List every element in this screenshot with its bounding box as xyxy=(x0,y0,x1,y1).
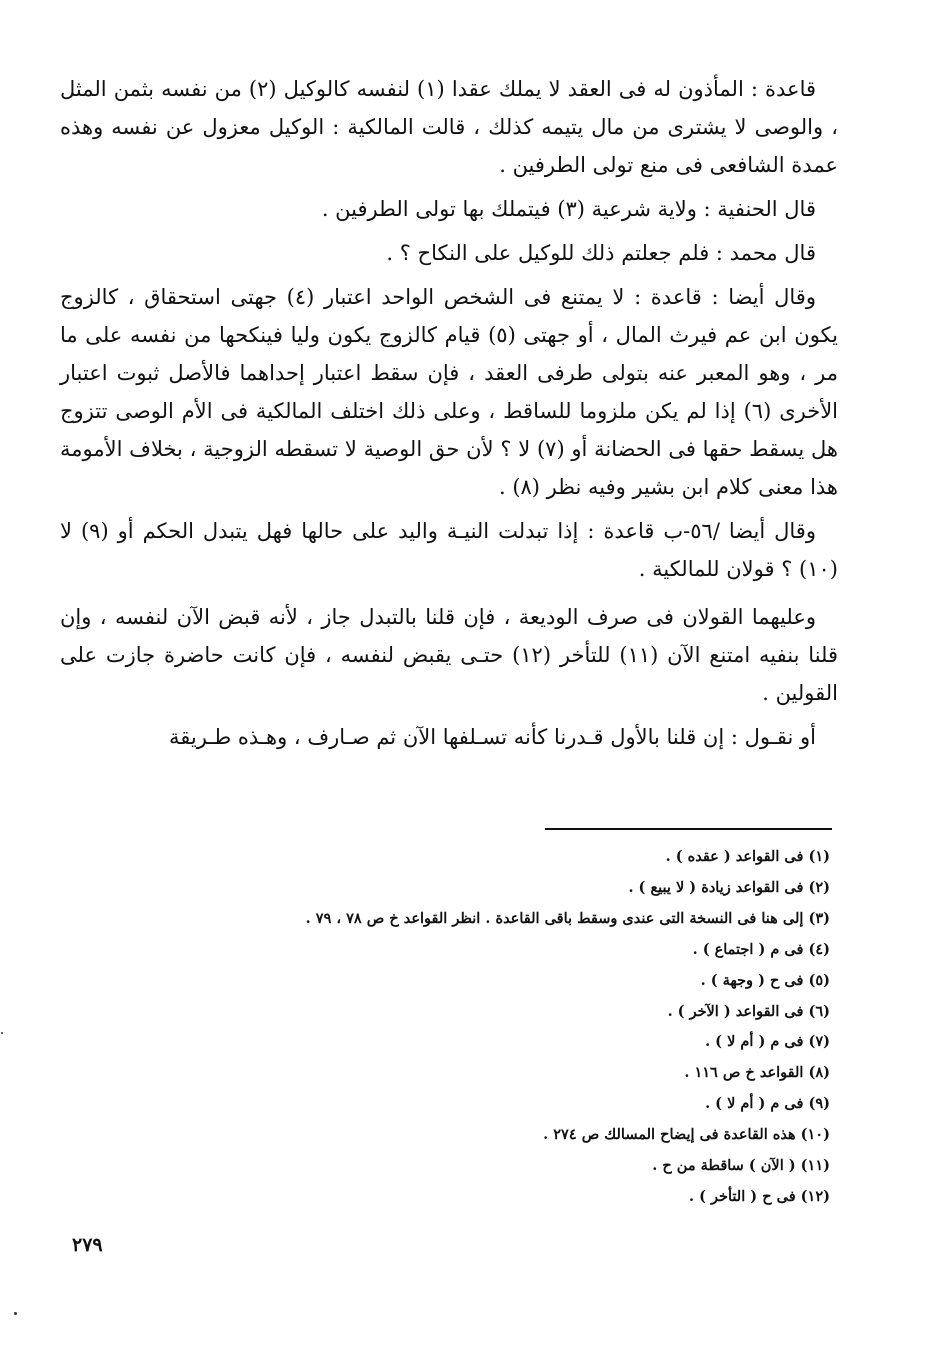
paragraph: أو نقـول : إن قلنا بالأول قـدرنا كأنه تسـلفها الآن ثم صـارف ، وهـذه طـريقة xyxy=(168,725,816,749)
footnote: (١١) ( الآن ) ساقطة من ح . xyxy=(652,1157,830,1175)
footnote: (٦) فى القواعد ( الآخر ) . xyxy=(667,1002,830,1020)
footnotes xyxy=(200,842,830,1213)
main-text xyxy=(60,70,838,756)
footnote: (١) فى القواعد ( عقده ) . xyxy=(665,848,830,865)
footnote: (٧) فى م ( أم لا ) . xyxy=(705,1033,830,1051)
footnote: (٩) فى م ( أم لا ) . xyxy=(705,1095,830,1113)
footnote: (٨) القواعد خ ص ١١٦ . xyxy=(684,1064,830,1082)
paragraph: قال محمد : فلم جعلتم ذلك للوكيل على النكاح ؟ . xyxy=(386,241,816,265)
footnote-separator xyxy=(545,828,832,830)
footnote: (٥) فى ح ( وجهة ) . xyxy=(700,971,830,989)
footnote: (١٠) هذه القاعدة فى إيضاح المسالك ص ٢٧٤ . xyxy=(543,1126,830,1144)
page-number: ٢٧٩ xyxy=(72,1234,103,1256)
footnote: (١٢) فى ح ( التأخر ) . xyxy=(689,1187,830,1205)
paragraph: قال الحنفية : ولاية شرعية (٣) فيتملك بها تولى الطرفين . xyxy=(321,197,816,221)
paragraph: وقال أيضا : قاعدة : لا يمتنع فى الشخص الواحد اعتبار (٤) جهتى استحقاق ، كالزوج يكون ابن عم فيرث المال ، أو جهتى (٥) قيام كالزوج يكون وليا فينكحها من نفسه على ما مر ، وهو المعبر عنه بتولى طرفى العقد ، فإن سقط اعتبار إحداهما فالأصل ثبوت اعتبار الأخرى (٦) إذا لم يكن ملزوما للساقط ، وعلى ذلك اختلف المالكية فى الأم الوصى تتزوج هل يسقط حقها فى الحضانة أو (٧) لا ؟ لأن حق الوصية لا تسقطه الزوجية ، بخلاف الأمومة هذا معنى كلام ابن بشير وفيه نظر (٨) . xyxy=(60,285,839,499)
paragraph: وقال أيضا /٥٦-ب قاعدة : إذا تبدلت النيـة واليد على حالها فهل يتبدل الحكم أو (٩) لا (١٠) ؟ قولان للمالكية . xyxy=(60,519,838,581)
footnote: (٤) فى م ( اجتماع ) . xyxy=(692,940,830,958)
footnote: (٢) فى القواعد زيادة ( لا يبيع ) . xyxy=(628,878,830,896)
footnote: (٣) إلى هنا فى النسخة التى عندى وسقط باقى القاعدة . انظر القواعد خ ص ٧٨ ، ٧٩ . xyxy=(305,909,830,927)
scan-speck xyxy=(1,1032,3,1034)
scan-speck xyxy=(14,1312,17,1315)
paragraph: وعليهما القولان فى صرف الوديعة ، فإن قلنا بالتبدل جاز ، لأنه قبض الآن لنفسه ، وإن قلنا بنفيه امتنع الآن (١١) للتأخر (١٢) حتـى يقبض لنفسه ، فإن كانت حاضرة جازت على القولين . xyxy=(60,605,839,705)
paragraph: قاعدة : المأذون له فى العقد لا يملك عقدا (١) لنفسه كالوكيل (٢) من نفسه بثمن المثل ، والوصى لا يشترى من مال يتيمه كذلك ، قالت المالكية : الوكيل معزول عن نفسه وهذه عمدة الشافعى فى منع تولى الطرفين . xyxy=(60,77,838,177)
